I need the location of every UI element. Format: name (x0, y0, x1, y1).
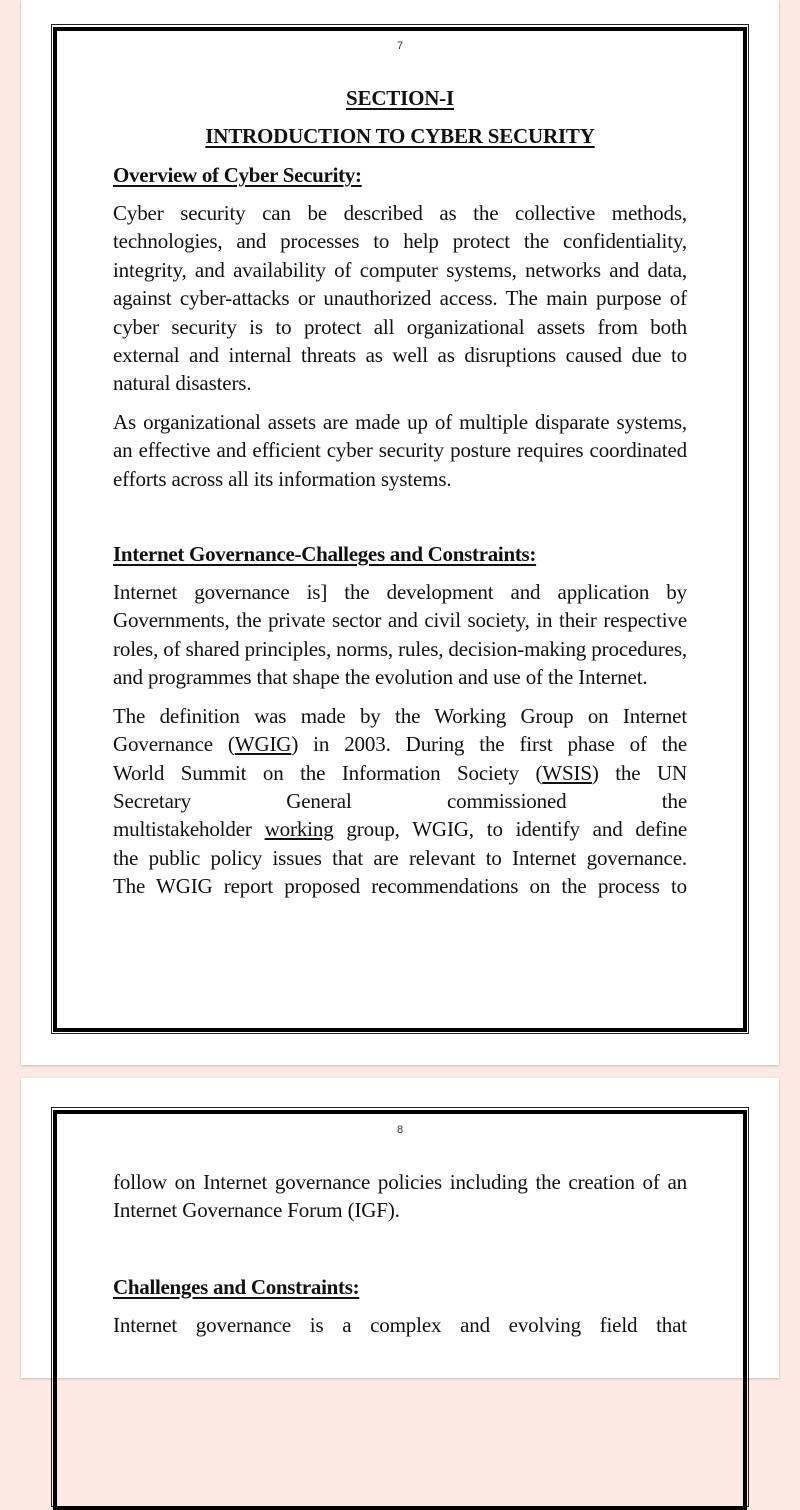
page-number: 7 (396, 40, 404, 52)
chapter-title: INTRODUCTION TO CYBER SECURITY (205, 124, 595, 148)
link-wsis[interactable]: WSIS (542, 760, 592, 785)
paragraph-continuation: follow on Internet governance policies including the creation of an Internet Governance Forum (IGF). (113, 1170, 687, 1223)
definition-line-3 (113, 759, 687, 787)
document-page-7 (21, 0, 779, 1065)
text: group, WGIG, to identify and define (333, 817, 687, 842)
definition-line-4: Secretary General commissioned the (113, 788, 687, 813)
text: multistakeholder (113, 817, 265, 842)
page-number: 8 (396, 1124, 404, 1136)
section-title: SECTION-I (346, 86, 454, 110)
definition-line-6: the public policy issues that are relevant to Internet governance. (113, 845, 687, 870)
paragraph-overview-2: As organizational assets are made up of multiple disparate systems, an effective and efficient cyber security posture requires coordinated efforts across all its information systems. (113, 409, 687, 491)
text: ) the UN (591, 760, 687, 785)
heading-internet-governance: Internet Governance-Challeges and Constraints: (113, 542, 537, 567)
link-working[interactable]: working (264, 817, 334, 842)
challenges-line-1: Internet governance is a complex and evolving field that (113, 1312, 687, 1337)
definition-line-7: The WGIG report proposed recommendations on the process to (113, 874, 687, 899)
text: ) in 2003. During the first phase of the (291, 732, 687, 757)
definition-line-5 (113, 815, 687, 843)
page-content (113, 84, 687, 901)
heading-overview: Overview of Cyber Security: (113, 163, 362, 187)
paragraph-internet-governance-1: Internet governance is] the development and application by Governments, the private sector and civil society, in their respective roles, of shared principles, norms, rules, decision-making procedures, and programmes that shape the evolution and use of the Internet. (113, 580, 687, 690)
heading-challenges: Challenges and Constraints: (113, 1274, 360, 1299)
text: Governance ( (113, 732, 235, 757)
paragraph-challenges-1 (113, 1311, 687, 1339)
paragraph-definition (113, 702, 687, 901)
text: World Summit on the Information Society ( (113, 760, 543, 785)
definition-line-2 (113, 730, 687, 758)
definition-line-1: The definition was made by the Working Group on Internet (113, 703, 687, 728)
paragraph-overview-1: Cyber security can be described as the collective methods, technologies, and processes to help protect the confidentiality, integrity, and availability of computer systems, networks and data, against cyber-attacks or unauthorized access. The main purpose of cyber security is to protect all organizational assets from both external and internal threats as well as disruptions caused due to natural disasters. (113, 201, 687, 396)
document-page-8 (21, 1078, 779, 1378)
link-wgig[interactable]: WGIG (234, 732, 292, 757)
page-content (113, 1168, 687, 1339)
